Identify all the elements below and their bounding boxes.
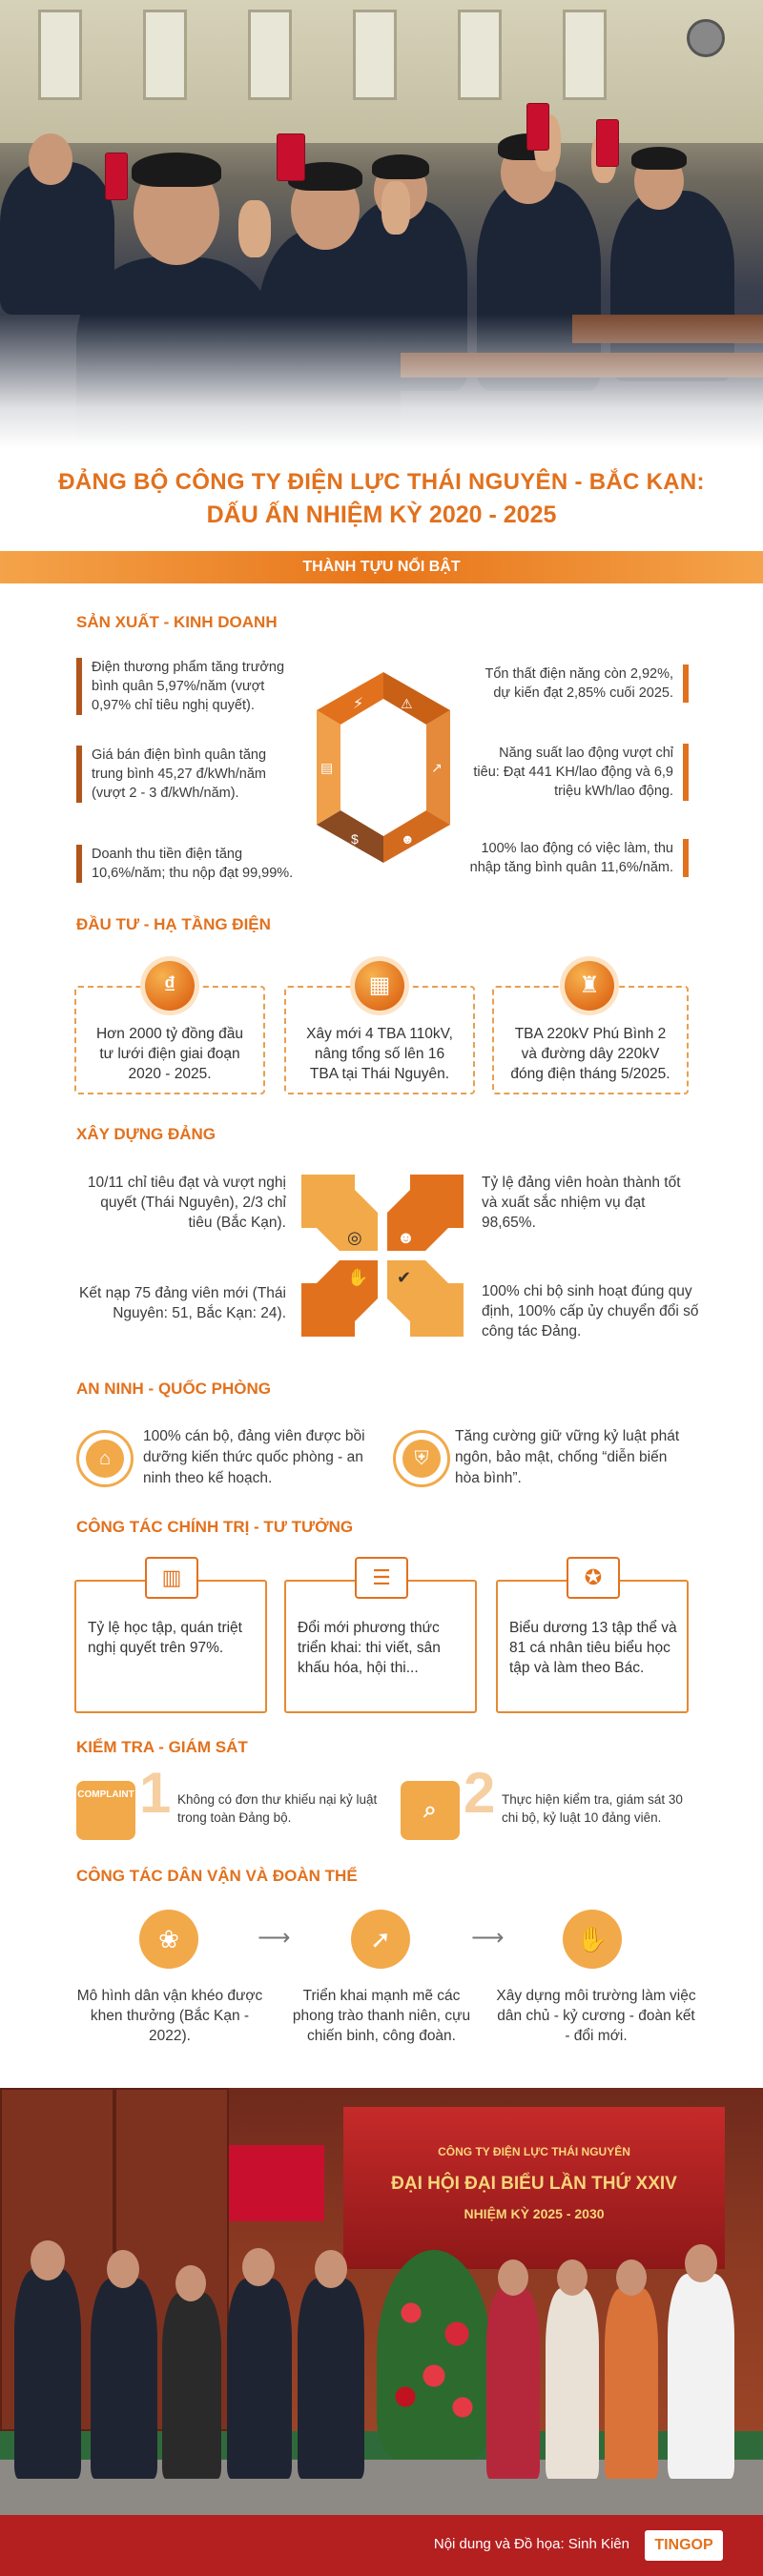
xay-dung-bottom-right: 100% chi bộ sinh hoạt đúng quy định, 100% cấp ủy chuyển đổi số công tác Đảng. — [482, 1283, 699, 1339]
handshake-icon: ✋ — [347, 1268, 369, 1287]
magnifier-icon: ⌕ — [401, 1781, 460, 1840]
section-dau-tu-heading: ĐẦU TƯ - HẠ TẦNG ĐIỆN — [76, 915, 271, 933]
window — [458, 10, 502, 100]
power-tower-icon: ♜ — [565, 961, 614, 1011]
party-flag — [229, 2145, 324, 2221]
voting-card — [105, 153, 128, 200]
chinh-tri-card-2 — [284, 1580, 477, 1713]
chart-up-icon: ↗ — [431, 760, 443, 775]
delegate-head — [616, 2259, 647, 2296]
san-xuat-right-2: Năng suất lao động vượt chỉ tiêu: Đạt 441 KH/lao động và 6,9 triệu kWh/lao động. — [469, 744, 689, 801]
kiem-tra-number-2: 2 — [464, 1761, 496, 1825]
window — [563, 10, 607, 100]
footer-credit: Nội dung và Đồ họa: Sinh Kiên — [433, 2536, 629, 2552]
footer — [0, 2515, 763, 2576]
award-icon: ❀ — [139, 1910, 198, 1969]
delegate-head — [315, 2250, 347, 2288]
substation-icon: ▦ — [355, 961, 404, 1011]
san-xuat-left-3: Doanh thu tiền điện tăng 10,6%/năm; thu nộp đạt 99,99%. — [76, 845, 296, 883]
an-ninh-right-text: Tăng cường giữ vững kỷ luật phát ngôn, bảo mật, chống “diễn biến hòa bình”. — [455, 1428, 680, 1486]
medal-icon: ✪ — [567, 1557, 620, 1599]
voting-card — [596, 119, 619, 167]
kiem-tra-right-text: Thực hiện kiểm tra, giám sát 30 chi bộ, kỷ luật 10 đảng viên. — [502, 1792, 683, 1825]
hero-photo — [0, 0, 763, 448]
handshake-icon: ✋ — [563, 1910, 622, 1969]
rocket-icon: ➚ — [351, 1910, 410, 1969]
delegate — [298, 2279, 364, 2479]
complaint-icon — [76, 1781, 135, 1840]
delegate — [91, 2279, 157, 2479]
xay-dung-top-left: 10/11 chỉ tiêu đạt và vượt nghị quyết (Thái Nguyên), 2/3 chỉ tiêu (Bắc Kạn). — [87, 1175, 286, 1231]
hexagon-diagram — [298, 672, 469, 863]
kiem-tra-number-1: 1 — [139, 1761, 172, 1825]
delegate-head — [242, 2248, 275, 2286]
arrow-top-left — [301, 1175, 378, 1251]
chinh-tri-text-3: Biểu dương 13 tập thể và 81 cá nhân tiêu biểu học tập và làm theo Bác. — [509, 1620, 677, 1676]
workers-icon: ☻ — [401, 831, 415, 847]
checklist-icon: ✔ — [397, 1268, 412, 1287]
delegate-hair — [631, 147, 687, 170]
page-title-line2: DẤU ẤN NHIỆM KỲ 2020 - 2025 — [206, 501, 557, 528]
delegate-head — [29, 133, 72, 185]
arrow-right-icon: ⟶ — [258, 1925, 291, 1951]
san-xuat-right-1: Tổn thất điện năng còn 2,92%, dự kiến đạt 2,85% cuối 2025. — [469, 664, 689, 703]
warning-icon: ⚠ — [401, 696, 413, 711]
chinh-tri-text-2: Đổi mới phương thức triển khai: thi viết, sân khấu hóa, hội thi... — [298, 1620, 441, 1676]
delegate-hair — [372, 154, 429, 179]
fan-icon — [687, 19, 725, 57]
chinh-tri-card-1 — [74, 1580, 267, 1713]
chinh-tri-text-1: Tỷ lệ học tập, quán triệt nghị quyết trên 97%. — [88, 1620, 242, 1656]
stage-screen — [343, 2107, 725, 2269]
dan-van-text-3: Xây dựng môi trường làm việc dân chủ - kỷ cương - đoàn kết - đổi mới. — [496, 1988, 696, 2044]
screen-line3: NHIỆM KỲ 2025 - 2030 — [464, 2206, 605, 2221]
congress-photo — [0, 2088, 763, 2515]
delegate — [14, 2269, 81, 2479]
delegate-head — [175, 2265, 206, 2301]
raised-hand — [238, 200, 271, 257]
arrow-right-icon: ⟶ — [471, 1925, 505, 1951]
hero-fade — [0, 315, 763, 448]
brand-logo: TINGOP — [645, 2530, 723, 2561]
an-ninh-left-text: 100% cán bộ, đảng viên được bồi dưỡng kiến thức quốc phòng - an ninh theo kế hoạch. — [143, 1428, 365, 1486]
screen-line2: ĐẠI HỘI ĐẠI BIỂU LẦN THỨ XXIV — [391, 2174, 677, 2194]
san-xuat-left-1: Điện thương phẩm tăng trưởng bình quân 5,97%/năm (vượt 0,97% chỉ tiêu nghị quyết). — [76, 658, 296, 715]
dau-tu-text-2: Xây mới 4 TBA 110kV, nâng tổng số lên 16 TBA tại Thái Nguyên. — [306, 1026, 453, 1082]
dau-tu-text-1: Hơn 2000 tỷ đồng đầu tư lưới điện giai đoạn 2020 - 2025. — [95, 1026, 244, 1082]
coin-icon: ₫ — [145, 961, 195, 1011]
window — [143, 10, 187, 100]
delegate — [227, 2279, 292, 2479]
chinh-tri-card-3 — [496, 1580, 689, 1713]
dan-van-text-1: Mô hình dân vận khéo được khen thưởng (Bắc Kạn - 2022). — [76, 1988, 263, 2044]
delegate — [668, 2274, 734, 2479]
xay-dung-top-right: Tỷ lệ đảng viên hoàn thành tốt và xuất sắc nhiệm vụ đạt 98,65%. — [482, 1175, 681, 1231]
delegate-hair — [132, 153, 221, 187]
window — [248, 10, 292, 100]
section-dan-van-heading: CÔNG TÁC DÂN VẬN VÀ ĐOÀN THỂ — [76, 1867, 358, 1885]
shield-icon: ⛨ — [402, 1440, 441, 1478]
delegate — [162, 2293, 221, 2479]
bank-shield-icon: ⌂ — [86, 1440, 124, 1478]
money-icon: $ — [351, 831, 359, 847]
window — [38, 10, 82, 100]
an-ninh-icon-left — [76, 1430, 134, 1487]
voting-card — [277, 133, 305, 181]
banner-label: THÀNH TỰU NỔI BẬT — [302, 559, 461, 575]
section-kiem-tra-heading: KIỂM TRA - GIÁM SÁT — [76, 1738, 248, 1756]
delegate-head — [498, 2259, 528, 2296]
section-an-ninh-heading: AN NINH - QUỐC PHÒNG — [76, 1380, 271, 1398]
group-icon: ☻ — [397, 1228, 415, 1247]
xay-dung-bottom-left: Kết nạp 75 đảng viên mới (Thái Nguyên: 51, Bắc Kạn: 24). — [79, 1285, 286, 1321]
four-arrows-diagram — [298, 1171, 467, 1340]
section-san-xuat-heading: SẢN XUẤT - KINH DOANH — [76, 613, 278, 631]
dau-tu-text-3: TBA 220kV Phú Bình 2 và đường dây 220kV đóng điện tháng 5/2025. — [510, 1026, 670, 1082]
san-xuat-right-3: 100% lao động có việc làm, thu nhập tăng bình quân 11,6%/năm. — [469, 839, 689, 877]
page-title-line1: ĐẢNG BỘ CÔNG TY ĐIỆN LỰC THÁI NGUYÊN - BẮC KẠN: — [58, 469, 705, 495]
window — [353, 10, 397, 100]
delegate-head — [31, 2240, 65, 2280]
document-chart-icon: ▤ — [320, 760, 334, 775]
screen-line1: CÔNG TY ĐIỆN LỰC THÁI NGUYÊN — [438, 2145, 630, 2158]
lightning-icon: ⚡ — [353, 696, 364, 712]
delegate-head — [107, 2250, 139, 2288]
dan-van-text-2: Triển khai mạnh mẽ các phong trào thanh niên, cựu chiến binh, công đoàn. — [292, 1988, 471, 2044]
an-ninh-icon-right — [393, 1430, 450, 1487]
kiem-tra-left-text: Không có đơn thư khiếu nại kỷ luật trong toàn Đảng bộ. — [177, 1792, 378, 1825]
delegate-head — [557, 2259, 588, 2296]
raised-hand — [382, 181, 410, 235]
delegate — [546, 2288, 599, 2479]
delegate — [605, 2288, 658, 2479]
target-icon: ◎ — [347, 1228, 362, 1247]
voting-card — [526, 103, 549, 151]
book-icon: ▥ — [145, 1557, 198, 1599]
flower-basket — [377, 2250, 491, 2460]
highlights-banner — [0, 551, 763, 583]
section-chinh-tri-heading: CÔNG TÁC CHÍNH TRỊ - TƯ TƯỞNG — [76, 1518, 354, 1536]
complaint-icon-label: COMPLAINT — [77, 1789, 134, 1800]
delegate — [486, 2288, 540, 2479]
san-xuat-left-2: Giá bán điện bình quân tăng trung bình 45,27 đ/kWh/năm (vượt 2 - 3 đ/kWh/năm). — [76, 746, 296, 803]
section-xay-dung-heading: XÂY DỰNG ĐẢNG — [76, 1125, 217, 1143]
delegate-head — [685, 2244, 717, 2282]
theater-icon: ☰ — [355, 1557, 408, 1599]
